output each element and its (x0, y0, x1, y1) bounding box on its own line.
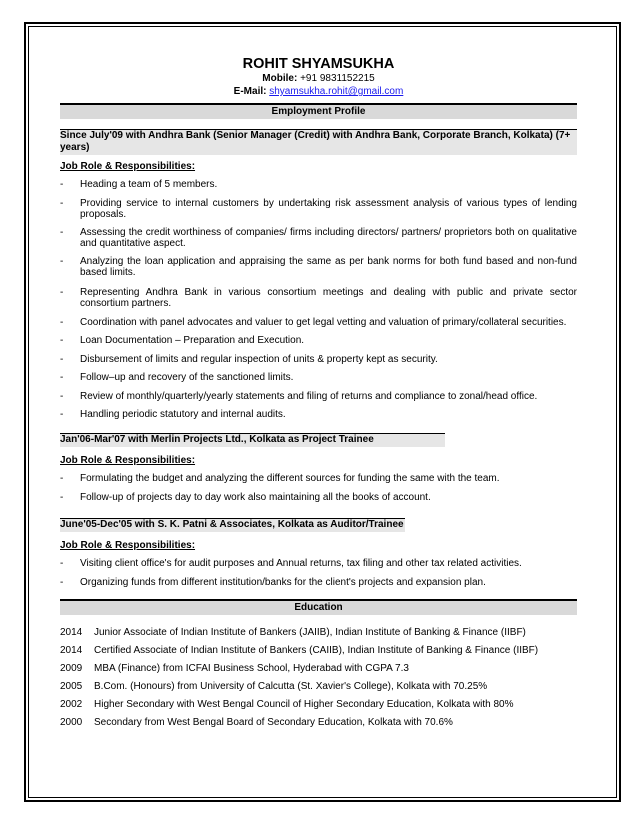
list-item: - Analyzing the loan application and appraising the same as per bank norms for both fund based and non-fund based limits. (60, 255, 577, 278)
job-2-heading: Jan'06-Mar'07 with Merlin Projects Ltd., Kolkata as Project Trainee (60, 433, 445, 447)
list-item: - Review of monthly/quarterly/yearly statements and filing of returns and compliance to zonal/head office. (60, 390, 538, 402)
email-line (60, 85, 577, 98)
list-item: - Organizing funds from different institution/banks for the client's projects and expansion plan. (60, 577, 486, 588)
education-entry: 2000 Secondary from West Bengal Board of Secondary Education, Kolkata with 70.6% (60, 716, 453, 728)
list-item: - Heading a team of 5 members. (60, 179, 218, 190)
education-entry: 2014 Certified Associate of Indian Institute of Bankers (CAIIB), Indian Institute of Banking & Finance (IIBF) (60, 644, 539, 656)
employment-section-title: Employment Profile (60, 103, 577, 119)
job-1-role-title: Job Role & Responsibilities: (60, 161, 196, 172)
education-entry: 2009 MBA (Finance) from ICFAI Business School, Hyderabad with CGPA 7.3 (60, 662, 409, 674)
list-item: - Disbursement of limits and regular inspection of units & property kept as security. (60, 353, 438, 365)
list-item: - Formulating the budget and analyzing the different sources for funding the same with the team. (60, 472, 500, 484)
job-3-bullets (60, 558, 577, 589)
list-item: - Coordination with panel advocates and valuer to get legal vetting and valuation of primary/collateral securities. (60, 316, 567, 328)
job-2-role-title: Job Role & Responsibilities: (60, 454, 196, 466)
job-3-heading: June'05-Dec'05 with S. K. Patni & Associates, Kolkata as Auditor/Trainee (60, 518, 404, 530)
email-link[interactable]: shyamsukha.rohit@gmail.com (269, 86, 404, 97)
job-2-bullets (60, 473, 577, 504)
list-item: - Providing service to internal customers by undertaking risk assessment analysis of various types of lending proposals. (60, 197, 577, 220)
list-item: - Loan Documentation – Preparation and Execution. (60, 335, 305, 346)
mobile-value: +91 9831152215 (300, 73, 375, 84)
list-item: - Follow–up and recovery of the sanctioned limits. (60, 372, 294, 383)
list-item: - Visiting client office's for audit purposes and Annual returns, tax filing and other tax related activities. (60, 557, 522, 569)
list-item: - Assessing the credit worthiness of companies/ firms including directors/ partners/ proprietors both on qualitative and quantitative aspect. (60, 226, 577, 249)
mobile-label: Mobile: (262, 73, 298, 84)
job-3-role-title: Job Role & Responsibilities: (60, 539, 196, 551)
job-1-heading: Since July'09 with Andhra Bank (Senior Manager (Credit) with Andhra Bank, Corporate Branch, Kolkata) (7+ years) (60, 129, 577, 155)
education-entry: 2005 B.Com. (Honours) from University of Calcutta (St. Xavier's College), Kolkata with 70.25% (60, 680, 488, 692)
email-label: E-Mail: (233, 86, 267, 97)
list-item: - Representing Andhra Bank in various consortium meetings and dealing with public and private sector consortium partners. (60, 286, 577, 309)
education-entry: 2014 Junior Associate of Indian Institute of Bankers (JAIIB), Indian Institute of Banking & Finance (IIBF) (60, 626, 526, 638)
job-1-bullets (60, 179, 577, 421)
candidate-name: ROHIT SHYAMSUKHA (242, 56, 395, 72)
education-section-title: Education (60, 599, 577, 615)
list-item: - Follow-up of projects day to day work also maintaining all the books of account. (60, 492, 431, 503)
education-entry: 2002 Higher Secondary with West Bengal Council of Higher Secondary Education, Kolkata with 80% (60, 698, 514, 710)
list-item: - Handling periodic statutory and internal audits. (60, 409, 286, 420)
education-list (60, 627, 577, 729)
mobile-line (60, 72, 577, 85)
resume-content (60, 56, 577, 729)
